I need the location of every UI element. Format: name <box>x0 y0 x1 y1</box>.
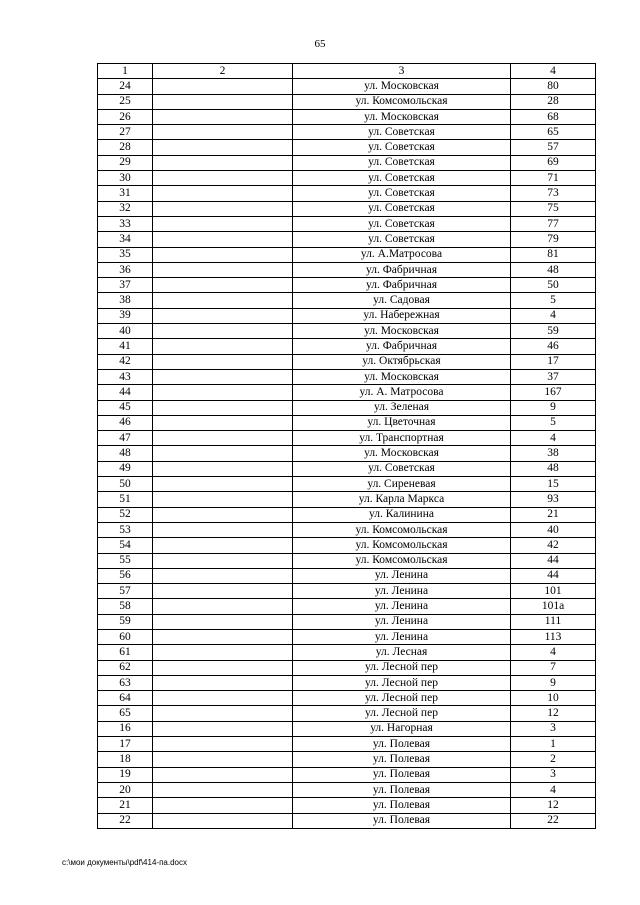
table-row <box>98 660 596 675</box>
table-row <box>98 461 596 476</box>
cell-street: ул. Зеленая <box>293 400 511 415</box>
cell-house: 101а <box>511 599 596 614</box>
table-row <box>98 201 596 216</box>
column-header-number: 1 <box>98 64 153 79</box>
cell-street: ул. Полевая <box>293 813 511 828</box>
cell-number: 27 <box>98 125 153 140</box>
table-row <box>98 247 596 262</box>
cell-col2 <box>153 599 293 614</box>
table-row <box>98 354 596 369</box>
table-header-row <box>98 64 596 79</box>
table-row <box>98 278 596 293</box>
cell-col2 <box>153 339 293 354</box>
cell-street: ул. Ленина <box>293 629 511 644</box>
cell-col2 <box>153 507 293 522</box>
cell-number: 55 <box>98 553 153 568</box>
table-row <box>98 721 596 736</box>
cell-number: 46 <box>98 415 153 430</box>
cell-number: 54 <box>98 538 153 553</box>
cell-col2 <box>153 767 293 782</box>
table-row <box>98 446 596 461</box>
cell-number: 25 <box>98 94 153 109</box>
cell-street: ул. Транспортная <box>293 431 511 446</box>
cell-street: ул. Московская <box>293 324 511 339</box>
page-number: 65 <box>314 38 326 50</box>
cell-col2 <box>153 446 293 461</box>
cell-number: 31 <box>98 186 153 201</box>
cell-house: 9 <box>511 400 596 415</box>
cell-house: 7 <box>511 660 596 675</box>
cell-col2 <box>153 171 293 186</box>
cell-col2 <box>153 614 293 629</box>
cell-col2 <box>153 629 293 644</box>
cell-number: 30 <box>98 171 153 186</box>
cell-number: 51 <box>98 492 153 507</box>
cell-number: 32 <box>98 201 153 216</box>
cell-col2 <box>153 216 293 231</box>
cell-house: 50 <box>511 278 596 293</box>
table-row <box>98 79 596 94</box>
table-row <box>98 324 596 339</box>
cell-number: 20 <box>98 782 153 797</box>
table-row <box>98 232 596 247</box>
address-table <box>97 63 596 829</box>
cell-col2 <box>153 568 293 583</box>
cell-number: 52 <box>98 507 153 522</box>
cell-number: 50 <box>98 477 153 492</box>
table-row <box>98 293 596 308</box>
column-header-street: 3 <box>293 64 511 79</box>
cell-col2 <box>153 354 293 369</box>
cell-street: ул. Набережная <box>293 308 511 323</box>
cell-house: 57 <box>511 140 596 155</box>
table-row <box>98 782 596 797</box>
cell-number: 62 <box>98 660 153 675</box>
cell-number: 26 <box>98 109 153 124</box>
cell-number: 49 <box>98 461 153 476</box>
cell-col2 <box>153 385 293 400</box>
cell-house: 59 <box>511 324 596 339</box>
table-row <box>98 492 596 507</box>
cell-col2 <box>153 79 293 94</box>
table-row <box>98 140 596 155</box>
cell-street: ул. Полевая <box>293 782 511 797</box>
table-row <box>98 752 596 767</box>
cell-house: 40 <box>511 522 596 537</box>
cell-number: 65 <box>98 706 153 721</box>
cell-street: ул. Ленина <box>293 599 511 614</box>
cell-col2 <box>153 782 293 797</box>
cell-col2 <box>153 553 293 568</box>
cell-col2 <box>153 201 293 216</box>
cell-house: 79 <box>511 232 596 247</box>
table-row <box>98 308 596 323</box>
cell-house: 113 <box>511 629 596 644</box>
cell-street: ул. Лесной пер <box>293 691 511 706</box>
table-body <box>98 79 596 829</box>
cell-number: 33 <box>98 216 153 231</box>
cell-number: 16 <box>98 721 153 736</box>
cell-house: 44 <box>511 568 596 583</box>
cell-col2 <box>153 186 293 201</box>
table-row <box>98 706 596 721</box>
cell-house: 71 <box>511 171 596 186</box>
cell-house: 73 <box>511 186 596 201</box>
cell-house: 3 <box>511 721 596 736</box>
table-row <box>98 599 596 614</box>
cell-street: ул. Ленина <box>293 614 511 629</box>
cell-house: 2 <box>511 752 596 767</box>
cell-street: ул. Карла Маркса <box>293 492 511 507</box>
table-row <box>98 94 596 109</box>
cell-street: ул. Лесной пер <box>293 706 511 721</box>
cell-col2 <box>153 278 293 293</box>
cell-house: 46 <box>511 339 596 354</box>
cell-number: 34 <box>98 232 153 247</box>
column-header-house: 4 <box>511 64 596 79</box>
cell-house: 77 <box>511 216 596 231</box>
cell-col2 <box>153 675 293 690</box>
cell-col2 <box>153 431 293 446</box>
cell-number: 36 <box>98 262 153 277</box>
cell-number: 29 <box>98 155 153 170</box>
cell-street: ул. Лесная <box>293 645 511 660</box>
cell-col2 <box>153 262 293 277</box>
cell-number: 63 <box>98 675 153 690</box>
cell-col2 <box>153 293 293 308</box>
cell-house: 75 <box>511 201 596 216</box>
table-row <box>98 629 596 644</box>
cell-house: 93 <box>511 492 596 507</box>
cell-house: 111 <box>511 614 596 629</box>
cell-number: 59 <box>98 614 153 629</box>
table-row <box>98 339 596 354</box>
cell-street: ул. Сиреневая <box>293 477 511 492</box>
cell-number: 43 <box>98 369 153 384</box>
cell-street: ул. Комсомольская <box>293 538 511 553</box>
cell-number: 40 <box>98 324 153 339</box>
cell-street: ул. Советская <box>293 216 511 231</box>
cell-street: ул. Комсомольская <box>293 94 511 109</box>
cell-number: 61 <box>98 645 153 660</box>
cell-col2 <box>153 461 293 476</box>
cell-house: 3 <box>511 767 596 782</box>
cell-col2 <box>153 522 293 537</box>
cell-street: ул. Лесной пер <box>293 660 511 675</box>
cell-col2 <box>153 477 293 492</box>
cell-street: ул. Советская <box>293 232 511 247</box>
cell-col2 <box>153 155 293 170</box>
cell-house: 15 <box>511 477 596 492</box>
cell-col2 <box>153 584 293 599</box>
cell-col2 <box>153 645 293 660</box>
cell-number: 24 <box>98 79 153 94</box>
cell-house: 28 <box>511 94 596 109</box>
table-row <box>98 507 596 522</box>
table-row <box>98 415 596 430</box>
cell-number: 44 <box>98 385 153 400</box>
cell-number: 57 <box>98 584 153 599</box>
cell-number: 53 <box>98 522 153 537</box>
cell-street: ул. Фабричная <box>293 278 511 293</box>
cell-col2 <box>153 737 293 752</box>
cell-house: 68 <box>511 109 596 124</box>
cell-number: 58 <box>98 599 153 614</box>
cell-street: ул. Полевая <box>293 752 511 767</box>
cell-house: 22 <box>511 813 596 828</box>
cell-number: 28 <box>98 140 153 155</box>
table-row <box>98 369 596 384</box>
cell-number: 41 <box>98 339 153 354</box>
cell-street: ул. А.Матросова <box>293 247 511 262</box>
table-row <box>98 645 596 660</box>
table-row <box>98 186 596 201</box>
cell-house: 12 <box>511 706 596 721</box>
table-row <box>98 522 596 537</box>
cell-street: ул. Комсомольская <box>293 553 511 568</box>
cell-col2 <box>153 691 293 706</box>
table-row <box>98 155 596 170</box>
cell-house: 17 <box>511 354 596 369</box>
cell-number: 19 <box>98 767 153 782</box>
table-row <box>98 675 596 690</box>
cell-street: ул. Полевая <box>293 767 511 782</box>
cell-street: ул. Лесной пер <box>293 675 511 690</box>
cell-house: 5 <box>511 415 596 430</box>
cell-house: 42 <box>511 538 596 553</box>
table-row <box>98 813 596 828</box>
cell-house: 69 <box>511 155 596 170</box>
cell-house: 65 <box>511 125 596 140</box>
cell-street: ул. Садовая <box>293 293 511 308</box>
cell-street: ул. Полевая <box>293 798 511 813</box>
table-row <box>98 400 596 415</box>
cell-street: ул. Фабричная <box>293 262 511 277</box>
cell-street: ул. Московская <box>293 79 511 94</box>
cell-number: 45 <box>98 400 153 415</box>
cell-house: 9 <box>511 675 596 690</box>
cell-street: ул. Фабричная <box>293 339 511 354</box>
cell-number: 39 <box>98 308 153 323</box>
cell-street: ул. Советская <box>293 461 511 476</box>
cell-house: 10 <box>511 691 596 706</box>
table-row <box>98 477 596 492</box>
cell-house: 37 <box>511 369 596 384</box>
cell-street: ул. Советская <box>293 186 511 201</box>
cell-house: 4 <box>511 308 596 323</box>
table-row <box>98 568 596 583</box>
table-row <box>98 216 596 231</box>
cell-street: ул. Ленина <box>293 568 511 583</box>
cell-house: 4 <box>511 782 596 797</box>
cell-street: ул. Советская <box>293 140 511 155</box>
column-header-2: 2 <box>153 64 293 79</box>
cell-house: 12 <box>511 798 596 813</box>
cell-street: ул. Комсомольская <box>293 522 511 537</box>
cell-col2 <box>153 798 293 813</box>
cell-number: 38 <box>98 293 153 308</box>
table-row <box>98 125 596 140</box>
cell-col2 <box>153 752 293 767</box>
table-row <box>98 171 596 186</box>
cell-col2 <box>153 813 293 828</box>
cell-col2 <box>153 660 293 675</box>
table-row <box>98 431 596 446</box>
cell-street: ул. Московская <box>293 109 511 124</box>
cell-col2 <box>153 125 293 140</box>
cell-col2 <box>153 400 293 415</box>
cell-street: ул. Советская <box>293 201 511 216</box>
cell-col2 <box>153 247 293 262</box>
cell-number: 42 <box>98 354 153 369</box>
cell-col2 <box>153 308 293 323</box>
cell-number: 60 <box>98 629 153 644</box>
cell-house: 4 <box>511 645 596 660</box>
cell-col2 <box>153 140 293 155</box>
cell-number: 17 <box>98 737 153 752</box>
table-row <box>98 262 596 277</box>
table-row <box>98 614 596 629</box>
cell-street: ул. Калинина <box>293 507 511 522</box>
cell-col2 <box>153 538 293 553</box>
cell-number: 22 <box>98 813 153 828</box>
cell-number: 64 <box>98 691 153 706</box>
cell-number: 48 <box>98 446 153 461</box>
cell-house: 1 <box>511 737 596 752</box>
cell-number: 47 <box>98 431 153 446</box>
cell-col2 <box>153 94 293 109</box>
table-row <box>98 691 596 706</box>
table-row <box>98 737 596 752</box>
cell-col2 <box>153 232 293 247</box>
cell-col2 <box>153 415 293 430</box>
cell-house: 44 <box>511 553 596 568</box>
cell-street: ул. Московская <box>293 369 511 384</box>
cell-col2 <box>153 492 293 507</box>
cell-street: ул. Нагорная <box>293 721 511 736</box>
cell-street: ул. Полевая <box>293 737 511 752</box>
cell-house: 4 <box>511 431 596 446</box>
cell-number: 18 <box>98 752 153 767</box>
table-row <box>98 553 596 568</box>
cell-number: 21 <box>98 798 153 813</box>
cell-house: 38 <box>511 446 596 461</box>
cell-street: ул. Советская <box>293 125 511 140</box>
cell-col2 <box>153 706 293 721</box>
table-row <box>98 109 596 124</box>
cell-street: ул. Московская <box>293 446 511 461</box>
cell-col2 <box>153 324 293 339</box>
cell-house: 81 <box>511 247 596 262</box>
cell-house: 48 <box>511 461 596 476</box>
cell-house: 21 <box>511 507 596 522</box>
cell-number: 56 <box>98 568 153 583</box>
cell-col2 <box>153 109 293 124</box>
table-row <box>98 538 596 553</box>
cell-house: 167 <box>511 385 596 400</box>
cell-col2 <box>153 369 293 384</box>
cell-street: ул. Советская <box>293 171 511 186</box>
cell-street: ул. Октябрьская <box>293 354 511 369</box>
cell-street: ул. Советская <box>293 155 511 170</box>
cell-street: ул. Ленина <box>293 584 511 599</box>
table-row <box>98 385 596 400</box>
cell-number: 37 <box>98 278 153 293</box>
cell-house: 101 <box>511 584 596 599</box>
footer-file-path: c:\мои документы\pdf\414-па.docx <box>62 858 187 867</box>
table-row <box>98 798 596 813</box>
cell-number: 35 <box>98 247 153 262</box>
table-row <box>98 767 596 782</box>
table-row <box>98 584 596 599</box>
cell-house: 5 <box>511 293 596 308</box>
cell-street: ул. А. Матросова <box>293 385 511 400</box>
cell-house: 48 <box>511 262 596 277</box>
cell-house: 80 <box>511 79 596 94</box>
cell-col2 <box>153 721 293 736</box>
cell-street: ул. Цветочная <box>293 415 511 430</box>
